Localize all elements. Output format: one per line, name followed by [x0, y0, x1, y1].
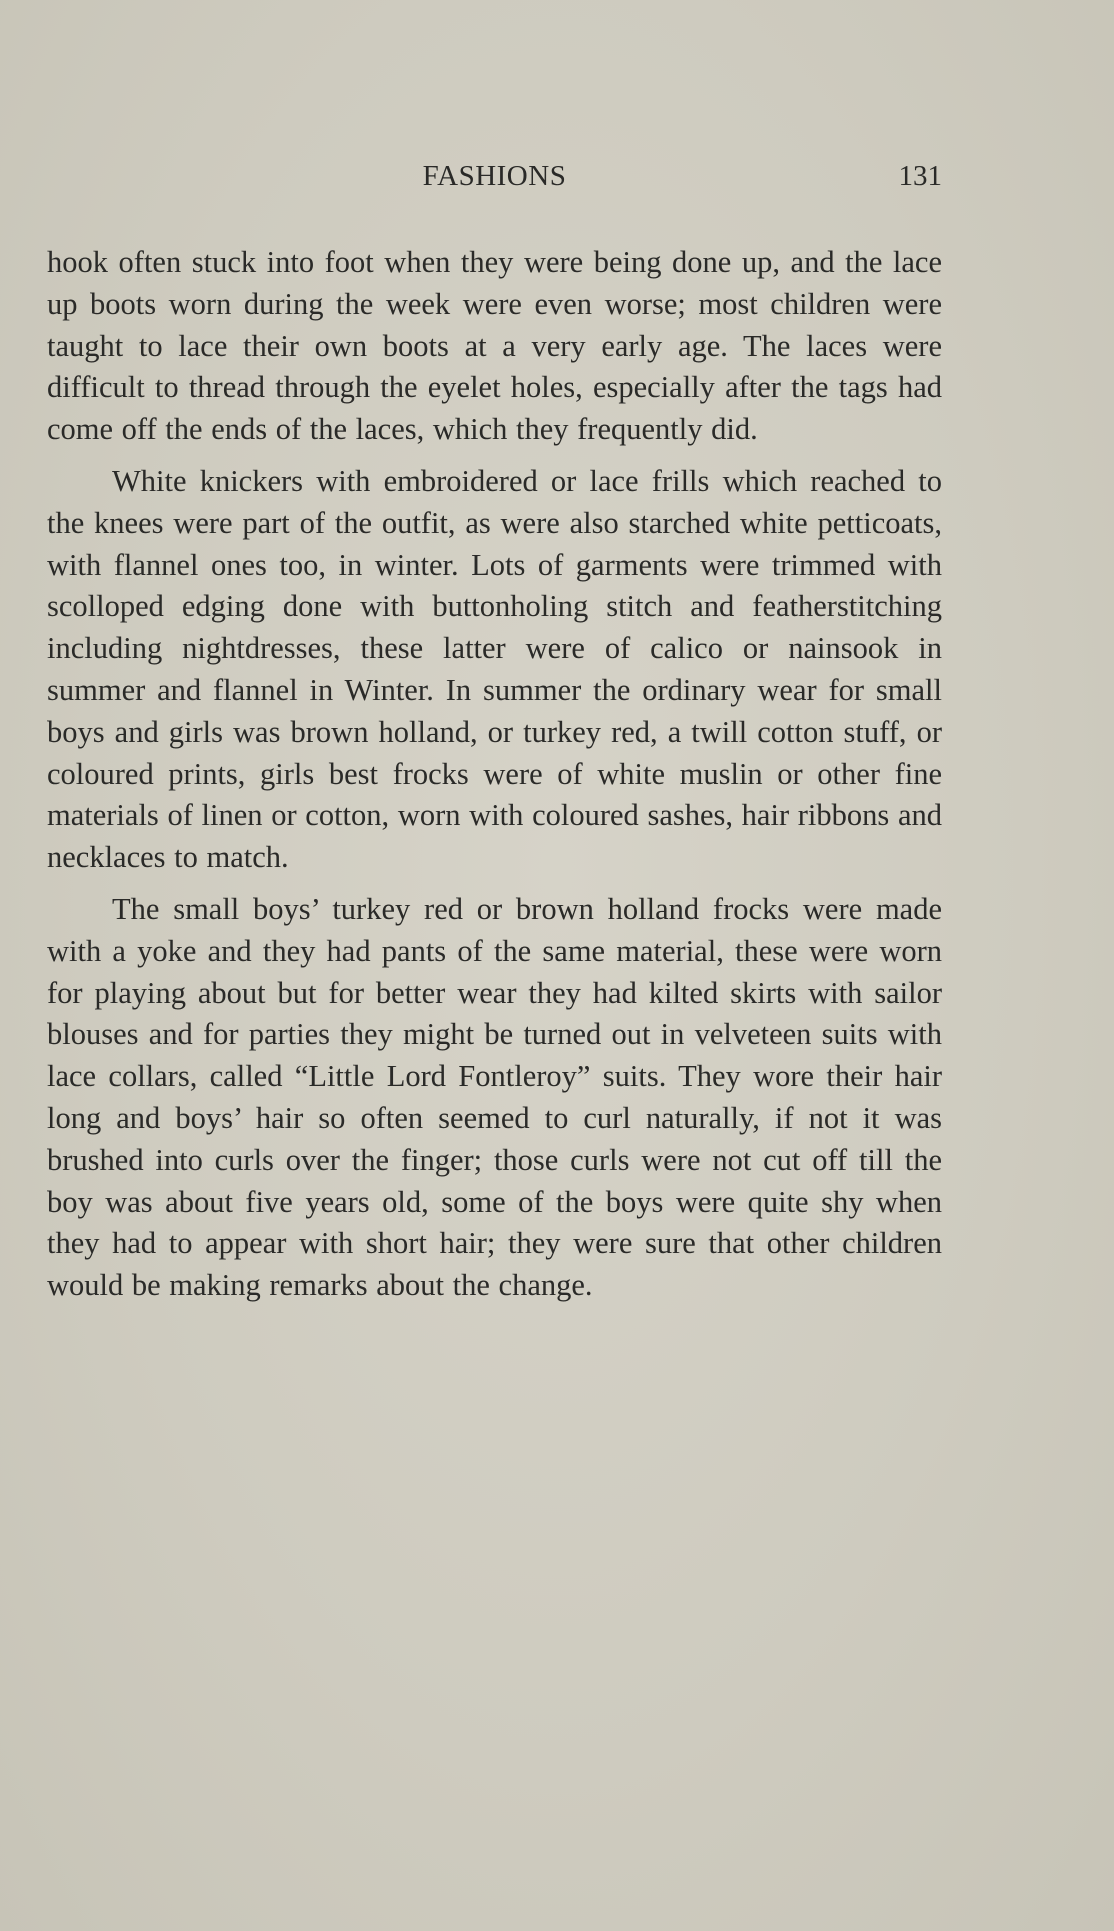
body-text: [47, 242, 942, 1317]
running-head: FASHIONS: [422, 160, 567, 192]
paragraph: The small boys’ turkey red or brown holland frocks were made with a yoke and they had pants of the same material, these were worn for playing about but for better wear they had kilted skirts with sailor blouses and for parties they might be turned out in velveteen suits with lace collars, called “Little Lord Fontleroy” suits. They wore their hair long and boys’ hair so often seemed to curl naturally, if not it was brushed into curls over the finger; those curls were not cut off till the boy was about five years old, some of the boys were quite shy when they had to appear with short hair; they were sure that other children would be making remarks about the change.: [47, 891, 942, 1303]
paragraph: White knickers with embroidered or lace frills which reached to the knees were part of the outfit, as were also starched white petticoats, with flannel ones too, in winter. Lots of garments were trimmed with scolloped edging done with buttonholing stitch and featherstitching including nightdresses, these latter were of calico or nainsook in summer and flannel in Winter. In summer the ordinary wear for small boys and girls was brown holland, or turkey red, a twill cotton stuff, or coloured prints, girls best frocks were of white muslin or other fine materials of linen or cotton, worn with coloured sashes, hair ribbons and necklaces to match.: [47, 463, 942, 875]
page-header: [47, 160, 942, 200]
page-number: 131: [898, 160, 942, 192]
paragraph: hook often stuck into foot when they were being done up, and the lace up boots worn during the week were even worse; most children were taught to lace their own boots at a very early age. The laces were difficult to thread through the eyelet holes, especially after the tags had come off the ends of the laces, which they frequently did.: [47, 245, 942, 447]
